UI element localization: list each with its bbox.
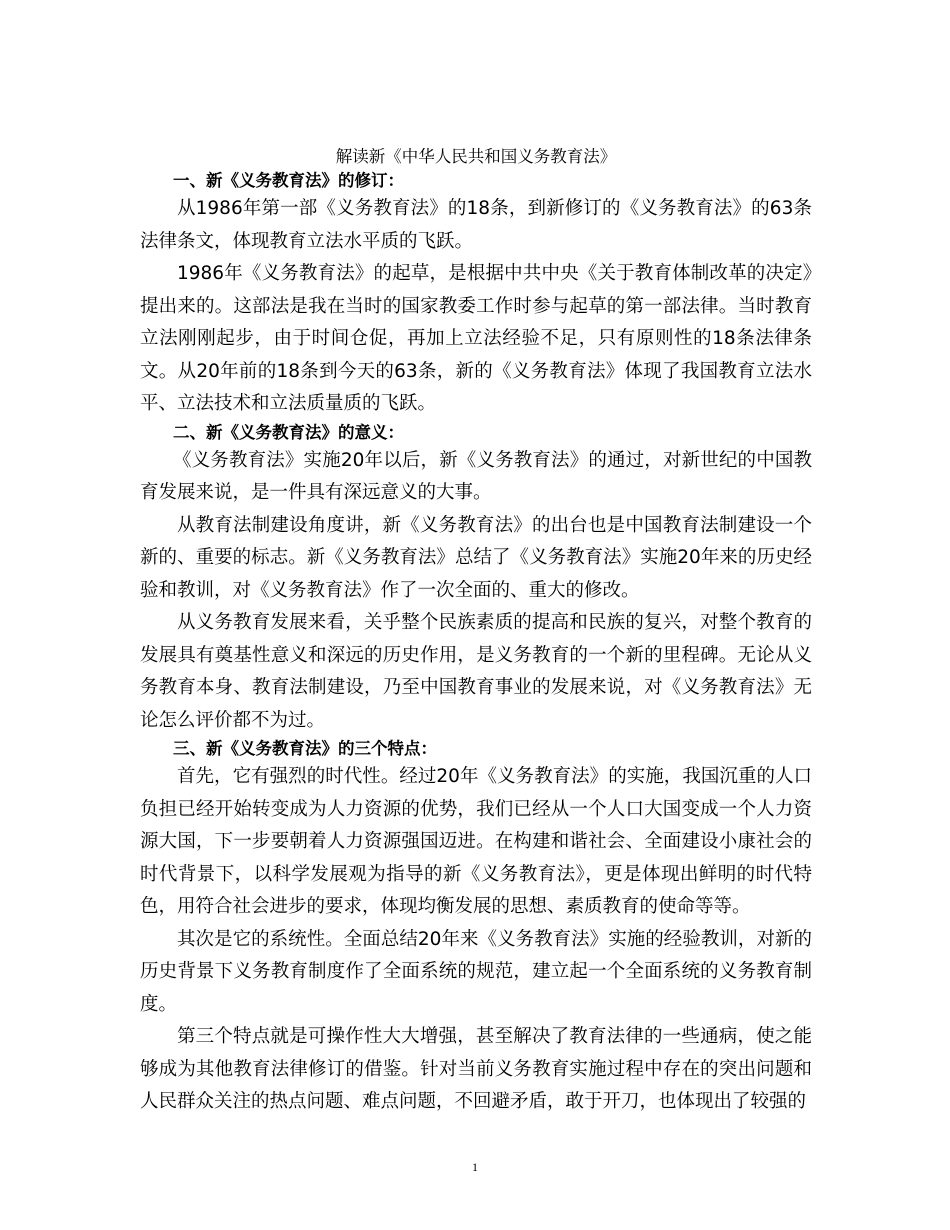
section-1-paragraph-2: 1986年《义务教育法》的起草，是根据中共中央《关于教育体制改革的决定》提出来的。这部法是我在当时的国家教委工作时参与起草的第一部法律。当时教育立法刚刚起步，由于时间仓促，再加上立法经验不足，只有原则性的18条法律条文。从20年前的18条到今天的63条，新的《义务教育法》体现了我国教育立法水平、立法技术和立法质量质的飞跃。 — [140, 263, 812, 414]
section-2-paragraph-2: 从教育法制建设角度讲，新《义务教育法》的出台也是中国教育法制建设一个新的、重要的标志。新《义务教育法》总结了《义务教育法》实施20年来的历史经验和教训，对《义务教育法》作了一次全面的、重大的修改。 — [140, 514, 812, 601]
page-number: 1 — [472, 1160, 478, 1174]
section-3-paragraph-1: 首先，它有强烈的时代性。经过20年《义务教育法》的实施，我国沉重的人口负担已经开始转变成为人力资源的优势，我们已经从一个人口大国变成一个人力资源大国，下一步要朝着人力资源强国迈进。在构建和谐社会、全面建设小康社会的时代背景下，以科学发展观为指导的新《义务教育法》，更是体现出鲜明的时代特色，用符合社会进步的要求，体现均衡发展的思想、素质教育的使命等等。 — [140, 766, 812, 917]
section-1-paragraph-1: 从1986年第一部《义务教育法》的18条，到新修订的《义务教育法》的63条法律条文，体现教育立法水平质的飞跃。 — [140, 198, 812, 252]
document-body — [140, 145, 812, 1119]
section-heading-3: 三、新《义务教育法》的三个特点： — [173, 739, 437, 758]
section-3-paragraph-3: 第三个特点就是可操作性大大增强，甚至解决了教育法律的一些通病，使之能够成为其他教育法律修订的借鉴。针对当前义务教育实施过程中存在的突出问题和人民群众关注的热点问题、难点问题，不回避矛盾，敢于开刀，也体现出了较强的 — [140, 1026, 812, 1112]
section-2-paragraph-3: 从义务教育发展来看，关乎整个民族素质的提高和民族的复兴，对整个教育的发展具有奠基性意义和深远的历史作用，是义务教育的一个新的里程碑。无论从义务教育本身、教育法制建设，乃至中国教育事业的发展来说，对《义务教育法》无论怎么评价都不为过。 — [140, 612, 812, 731]
section-3-paragraph-2: 其次是它的系统性。全面总结20年来《义务教育法》实施的经验教训，对新的历史背景下义务教育制度作了全面系统的规范，建立起一个全面系统的义务教育制度。 — [140, 928, 812, 1015]
document-title: 解读新《中华人民共和国义务教育法》 — [335, 147, 617, 166]
section-heading-2: 二、新《义务教育法》的意义： — [173, 422, 404, 442]
section-2-paragraph-1: 《义务教育法》实施20年以后，新《义务教育法》的通过，对新世纪的中国教育发展来说，是一件具有深远意义的大事。 — [140, 449, 812, 503]
section-heading-1: 一、新《义务教育法》的修订： — [173, 171, 404, 190]
